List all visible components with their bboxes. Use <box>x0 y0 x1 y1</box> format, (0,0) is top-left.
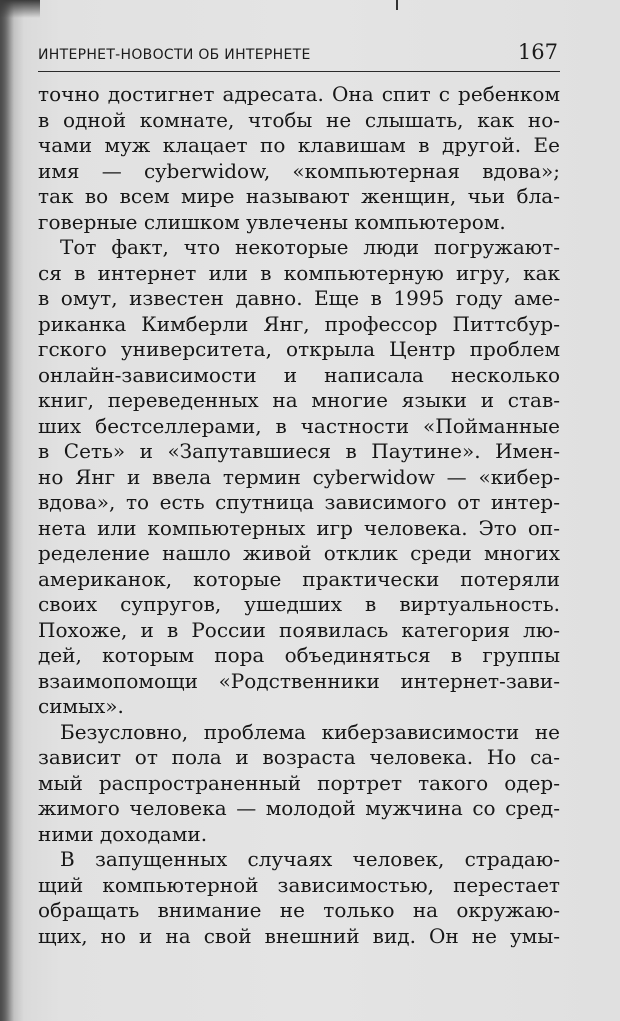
text-line: риканка Кимберли Янг, профессор Питтсбур- <box>38 311 560 336</box>
text-line: Похоже, и в России появилась категория лю- <box>38 617 560 642</box>
scan-edge-mark <box>0 0 40 18</box>
scan-tick-mark <box>396 0 398 10</box>
text-line: онлайн-зависимости и написала несколько <box>38 362 560 387</box>
text-line: щих, но и на свой внешний вид. Он не умы- <box>38 923 560 948</box>
text-line: В запущенных случаях человек, страдаю- <box>60 847 560 871</box>
text-line: ших бестселлерами, в частности «Пойманные <box>38 413 560 438</box>
text-line: в Сеть» и «Запутавшиеся в Паутине». Имен- <box>38 439 560 463</box>
text-line: щий компьютерной зависимостью, перестает <box>38 872 560 897</box>
text-line: обращать внимание не только на окружаю- <box>38 898 560 922</box>
text-line: американок, которые практически потеряли <box>38 566 560 591</box>
text-line: ними доходами. <box>38 821 208 846</box>
text-line: так во всем мире называют женщин, чьи бла- <box>38 184 560 208</box>
text-line: жимого человека — молодой мужчина со сред- <box>38 796 560 820</box>
page-header <box>38 40 558 70</box>
text-line: гского университета, открыла Центр проблем <box>38 337 560 361</box>
text-line: нета или компьютерных игр человека. Это оп- <box>38 515 560 540</box>
text-line: ся в интернет или в компьютерную игру, как <box>38 260 560 285</box>
text-line: имя — cyberwidow, «компьютерная вдова»; <box>38 158 560 183</box>
header-rule <box>38 71 560 72</box>
running-title: ИНТЕРНЕТ-НОВОСТИ ОБ ИНТЕРНЕТЕ <box>38 47 311 63</box>
text-line: ределение нашло живой отклик среди многих <box>38 541 560 565</box>
spine-shadow <box>0 0 14 1021</box>
text-line: взаимопомощи «Родственники интернет-зави- <box>38 668 560 693</box>
text-line: своих супругов, ушедших в виртуальность. <box>38 592 560 616</box>
text-line: но Янг и ввела термин cyberwidow — «кибер- <box>38 464 560 489</box>
text-line: книг, переведенных на многие языки и став- <box>38 388 560 412</box>
text-line: дей, которым пора объединяться в группы <box>38 643 560 667</box>
text-line: говерные слишком увлечены компьютером. <box>38 209 506 234</box>
text-line: вдова», то есть спутница зависимого от интер- <box>38 490 560 514</box>
page-number: 167 <box>517 40 558 64</box>
text-line: мый распространенный портрет такого одер- <box>38 770 560 795</box>
text-line: чами муж клацает по клавишам в другой. Ее <box>38 133 560 157</box>
body-text <box>38 82 560 949</box>
text-line: в одной комнате, чтобы не слышать, как но- <box>38 107 560 132</box>
text-line: Тот факт, что некоторые люди погружают- <box>60 235 560 259</box>
text-line: зависит от пола и возраста человека. Но са- <box>38 745 560 769</box>
text-line: симых». <box>38 694 124 718</box>
text-line: точно достигнет адресата. Она спит с ребенком <box>38 82 560 106</box>
text-line: в омут, известен давно. Еще в 1995 году аме- <box>38 286 560 310</box>
text-line: Безусловно, проблема киберзависимости не <box>60 719 560 744</box>
